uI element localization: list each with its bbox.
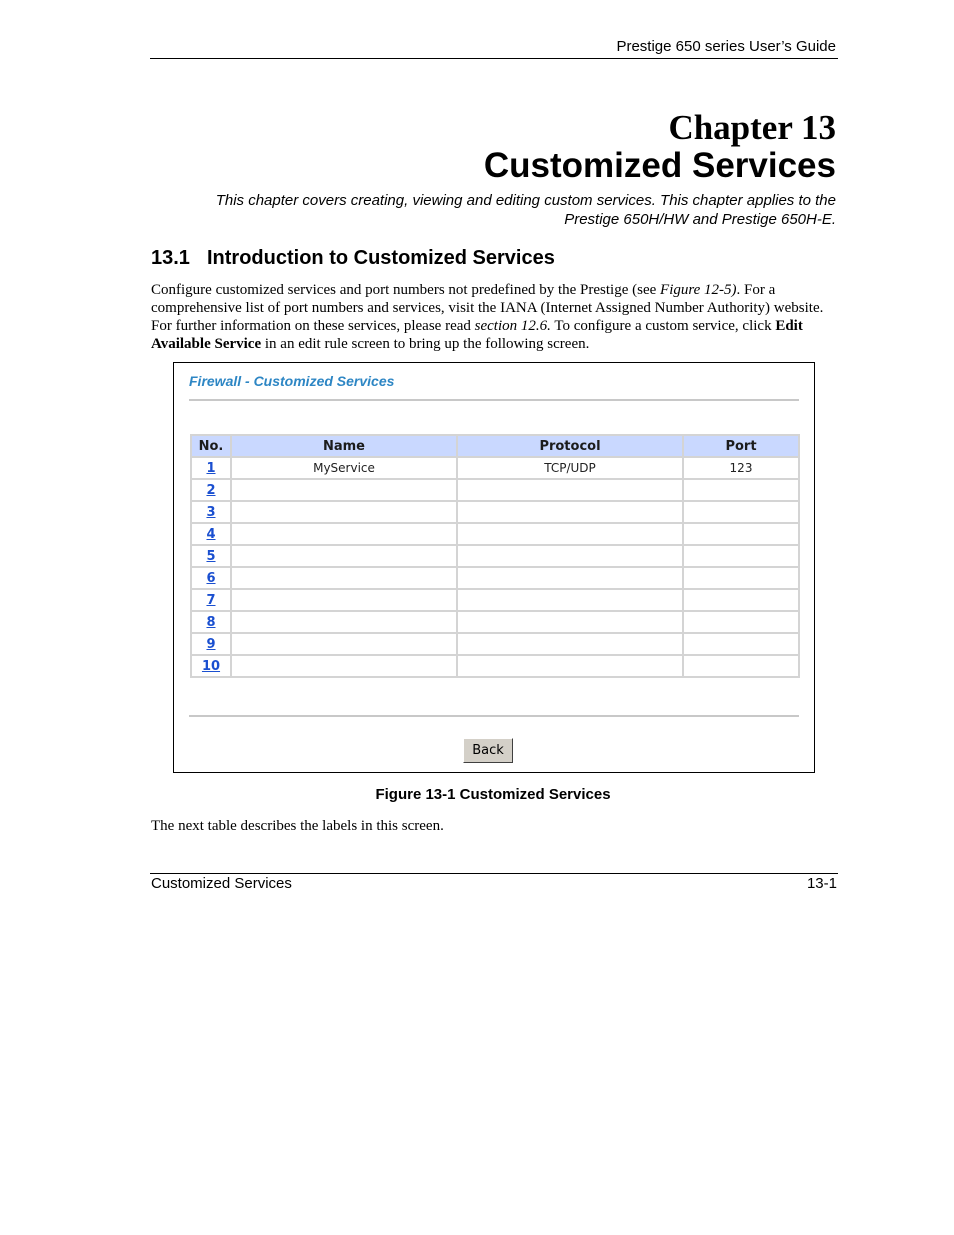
figure-caption: Figure 13-1 Customized Services — [375, 786, 611, 803]
row-number-link[interactable]: 1 — [192, 458, 230, 478]
closing-text: The next table describes the labels in this screen. — [151, 818, 444, 834]
row-port — [684, 634, 798, 654]
para-text: . For a comprehensive list of port numbers and services, visit the IANA (Internet Assigned Number Authority) website. For further information on these services, please read — [151, 282, 824, 334]
section-number: 13.1 — [151, 247, 190, 269]
footer-page-number: 13-1 — [806, 875, 837, 892]
row-protocol — [458, 656, 682, 676]
table-row — [192, 502, 798, 522]
chapter-intro — [150, 191, 836, 229]
row-number-link[interactable]: 3 — [192, 502, 230, 522]
header-rule — [150, 58, 838, 59]
header-port: Port — [684, 436, 798, 456]
row-protocol — [458, 502, 682, 522]
row-number-link[interactable]: 2 — [192, 480, 230, 500]
row-port — [684, 656, 798, 676]
table-row — [192, 524, 798, 544]
chapter-intro-line-1: This chapter covers creating, viewing and editing custom services. This chapter applies to the — [215, 192, 836, 209]
header-no: No. — [192, 436, 230, 456]
row-number-link[interactable]: 10 — [192, 656, 230, 676]
row-name — [232, 634, 456, 654]
row-port — [684, 546, 798, 566]
table-row — [192, 590, 798, 610]
row-number-link[interactable]: 5 — [192, 546, 230, 566]
running-header: Prestige 650 series User’s Guide — [616, 38, 836, 55]
chapter-title: Customized Services — [483, 146, 836, 185]
table-row — [192, 480, 798, 500]
table-row — [192, 458, 798, 478]
screen-title: Firewall - Customized Services — [189, 373, 395, 389]
table-row — [192, 568, 798, 588]
row-name — [232, 612, 456, 632]
row-port — [684, 502, 798, 522]
section-heading — [151, 247, 555, 270]
row-protocol: TCP/UDP — [458, 458, 682, 478]
footer-rule — [150, 873, 838, 874]
header-protocol: Protocol — [458, 436, 682, 456]
row-protocol — [458, 634, 682, 654]
table-row — [192, 612, 798, 632]
figure-reference: Figure 12-5) — [660, 282, 737, 298]
row-port — [684, 612, 798, 632]
footer-section-name: Customized Services — [151, 875, 292, 892]
row-port — [684, 480, 798, 500]
table-row — [192, 546, 798, 566]
bottom-divider — [189, 715, 799, 717]
row-name: MyService — [232, 458, 456, 478]
figure-screenshot — [173, 362, 815, 773]
row-name — [232, 590, 456, 610]
row-name — [232, 656, 456, 676]
chapter-intro-line-2: Prestige 650H/HW and Prestige 650H-E. — [564, 211, 836, 228]
row-number-link[interactable]: 8 — [192, 612, 230, 632]
body-paragraph — [151, 281, 841, 353]
back-button[interactable]: Back — [463, 738, 513, 763]
row-protocol — [458, 590, 682, 610]
row-number-link[interactable]: 9 — [192, 634, 230, 654]
row-protocol — [458, 612, 682, 632]
section-reference: section 12.6. — [474, 318, 551, 334]
para-text: Configure customized services and port numbers not predefined by the Prestige (see — [151, 282, 661, 298]
row-port — [684, 590, 798, 610]
row-protocol — [458, 568, 682, 588]
row-name — [232, 524, 456, 544]
services-table — [190, 434, 800, 678]
row-name — [232, 480, 456, 500]
row-port: 123 — [684, 458, 798, 478]
row-protocol — [458, 480, 682, 500]
para-text: in an edit rule screen to bring up the following screen. — [261, 336, 590, 352]
header-name: Name — [232, 436, 456, 456]
table-row — [192, 656, 798, 676]
row-number-link[interactable]: 7 — [192, 590, 230, 610]
table-header-row — [192, 436, 798, 456]
row-number-link[interactable]: 6 — [192, 568, 230, 588]
row-name — [232, 502, 456, 522]
row-number-link[interactable]: 4 — [192, 524, 230, 544]
edit-available-service-label: Edit Available Service — [151, 318, 803, 352]
chapter-number: Chapter 13 — [668, 108, 836, 147]
row-protocol — [458, 524, 682, 544]
row-port — [684, 524, 798, 544]
row-name — [232, 546, 456, 566]
title-divider — [189, 399, 799, 401]
section-title: Introduction to Customized Services — [207, 247, 555, 269]
row-name — [232, 568, 456, 588]
row-protocol — [458, 546, 682, 566]
para-text: To configure a custom service, click — [550, 318, 776, 334]
row-port — [684, 568, 798, 588]
table-row — [192, 634, 798, 654]
